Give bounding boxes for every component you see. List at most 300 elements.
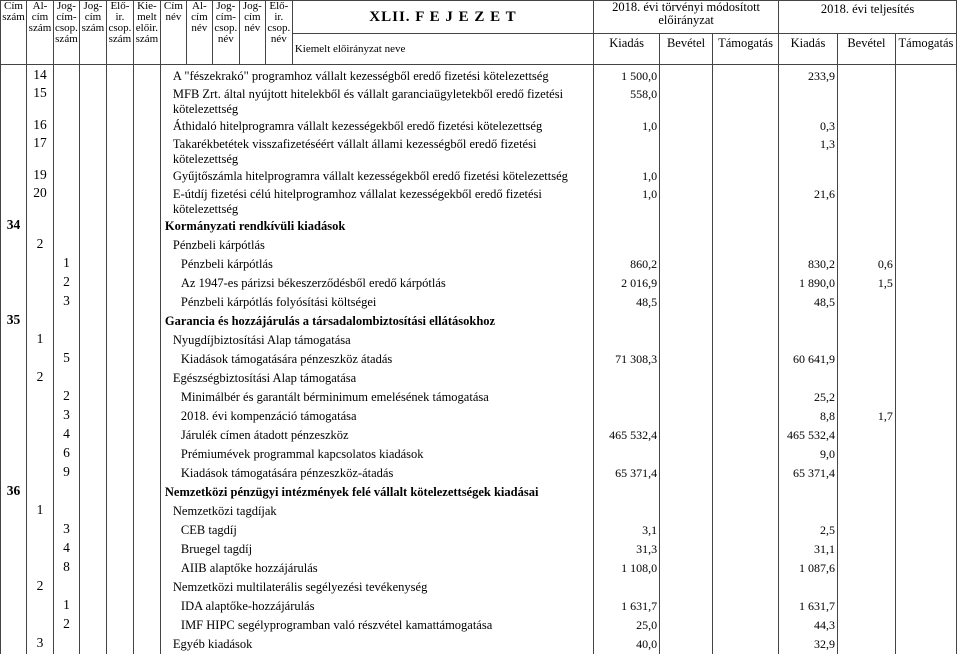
empty-code-cell (1, 369, 27, 388)
row-code: 2 (53, 274, 79, 293)
value-bevetel-1 (660, 255, 713, 274)
empty-code-cell (1, 117, 27, 135)
value-bevetel-1 (660, 445, 713, 464)
value-tamogatas-2 (895, 369, 956, 388)
empty-code-cell (1, 293, 27, 312)
value-bevetel-1 (660, 236, 713, 255)
value-tamogatas-1 (713, 597, 779, 616)
value-kiadas-2: 21,6 (779, 185, 838, 217)
value-bevetel-1 (660, 464, 713, 483)
row-name: Nemzetközi pénzügyi intézmények felé vállalt kötelezettségek kiadásai (160, 483, 593, 502)
empty-code-cell (106, 185, 133, 217)
empty-code-cell (1, 445, 27, 464)
value-tamogatas-2 (895, 236, 956, 255)
row-code: 14 (26, 67, 53, 85)
row-name: Gyűjtőszámla hitelprogramra vállalt kezességekből eredő fizetési kötelezettség (160, 167, 593, 185)
row-code: 2 (26, 236, 53, 255)
empty-code-cell (106, 67, 133, 85)
value-bevetel-2: 0,6 (837, 255, 895, 274)
empty-code-cell (106, 502, 133, 521)
value-bevetel-2 (837, 464, 895, 483)
value-bevetel-2: 1,7 (837, 407, 895, 426)
value-kiadas-1: 25,0 (594, 616, 660, 635)
row-code: 3 (53, 407, 79, 426)
value-kiadas-1 (594, 578, 660, 597)
empty-code-cell (1, 502, 27, 521)
empty-code-cell (26, 255, 53, 274)
empty-code-cell (79, 635, 106, 654)
header-bevetel-2: Bevétel (837, 34, 895, 65)
empty-code-cell (133, 407, 160, 426)
value-tamogatas-1 (713, 388, 779, 407)
value-tamogatas-1 (713, 483, 779, 502)
value-kiadas-1: 40,0 (594, 635, 660, 654)
empty-code-cell (79, 540, 106, 559)
value-kiadas-2 (779, 578, 838, 597)
value-tamogatas-1 (713, 350, 779, 369)
empty-code-cell (79, 350, 106, 369)
empty-code-cell (79, 167, 106, 185)
value-kiadas-2 (779, 167, 838, 185)
value-kiadas-1: 31,3 (594, 540, 660, 559)
value-tamogatas-1 (713, 217, 779, 236)
row-code: 35 (1, 312, 27, 331)
value-bevetel-1 (660, 369, 713, 388)
empty-code-cell (1, 407, 27, 426)
value-tamogatas-2 (895, 85, 956, 117)
table-row (1, 407, 957, 426)
empty-code-cell (106, 445, 133, 464)
value-tamogatas-1 (713, 426, 779, 445)
header-name-col: Kiemelt előirányzat neve (292, 34, 593, 65)
value-tamogatas-1 (713, 135, 779, 167)
empty-code-cell (26, 445, 53, 464)
row-name: Az 1947-es párizsi békeszerződésből eredő kárpótlás (160, 274, 593, 293)
empty-code-cell (106, 135, 133, 167)
empty-code-cell (1, 540, 27, 559)
empty-code-cell (1, 135, 27, 167)
row-name: Nemzetközi tagdíjak (160, 502, 593, 521)
row-name: A "fészekrakó" programhoz vállalt kezességből eredő fizetési kötelezettség (160, 67, 593, 85)
table-row (1, 426, 957, 445)
row-name: Pénzbeli kárpótlás (160, 236, 593, 255)
empty-code-cell (53, 635, 79, 654)
empty-code-cell (106, 350, 133, 369)
value-bevetel-1 (660, 185, 713, 217)
value-kiadas-2: 60 641,9 (779, 350, 838, 369)
value-kiadas-1: 1,0 (594, 167, 660, 185)
empty-code-cell (1, 388, 27, 407)
row-name: AIIB alaptőke hozzájárulás (160, 559, 593, 578)
row-code: 1 (26, 502, 53, 521)
row-code: 4 (53, 426, 79, 445)
value-tamogatas-2 (895, 135, 956, 167)
value-kiadas-2: 1 890,0 (779, 274, 838, 293)
table-row (1, 185, 957, 217)
empty-code-cell (53, 483, 79, 502)
value-tamogatas-1 (713, 559, 779, 578)
empty-code-cell (79, 255, 106, 274)
value-kiadas-2: 44,3 (779, 616, 838, 635)
chapter-title: XLII. F E J E Z E T (292, 1, 593, 34)
empty-code-cell (26, 388, 53, 407)
empty-code-cell (53, 236, 79, 255)
table-row (1, 85, 957, 117)
value-tamogatas-2 (895, 635, 956, 654)
value-tamogatas-2 (895, 616, 956, 635)
value-kiadas-2: 233,9 (779, 67, 838, 85)
value-bevetel-2 (837, 236, 895, 255)
empty-code-cell (1, 274, 27, 293)
header-jogcimcsop-szam: Jog-cím-csop. szám (53, 1, 79, 65)
value-kiadas-2: 1 087,6 (779, 559, 838, 578)
value-tamogatas-1 (713, 185, 779, 217)
empty-code-cell (79, 388, 106, 407)
empty-code-cell (79, 483, 106, 502)
empty-code-cell (1, 616, 27, 635)
value-bevetel-1 (660, 426, 713, 445)
value-kiadas-1 (594, 483, 660, 502)
value-kiadas-1: 48,5 (594, 293, 660, 312)
value-tamogatas-2 (895, 464, 956, 483)
value-kiadas-1 (594, 502, 660, 521)
value-kiadas-2: 8,8 (779, 407, 838, 426)
row-code: 15 (26, 85, 53, 117)
empty-code-cell (26, 293, 53, 312)
empty-code-cell (133, 388, 160, 407)
header-bevetel-1: Bevétel (660, 34, 713, 65)
value-bevetel-1 (660, 85, 713, 117)
row-name: Nyugdíjbiztosítási Alap támogatása (160, 331, 593, 350)
empty-code-cell (106, 616, 133, 635)
table-row (1, 350, 957, 369)
value-kiadas-2 (779, 369, 838, 388)
empty-code-cell (133, 217, 160, 236)
row-name: Kiadások támogatására pénzeszköz-átadás (160, 464, 593, 483)
value-bevetel-1 (660, 635, 713, 654)
value-kiadas-2: 0,3 (779, 117, 838, 135)
value-kiadas-2: 32,9 (779, 635, 838, 654)
empty-code-cell (79, 407, 106, 426)
empty-code-cell (1, 350, 27, 369)
value-bevetel-1 (660, 293, 713, 312)
empty-code-cell (53, 369, 79, 388)
row-code: 3 (26, 635, 53, 654)
value-tamogatas-2 (895, 445, 956, 464)
empty-code-cell (106, 255, 133, 274)
value-bevetel-1 (660, 502, 713, 521)
empty-code-cell (133, 350, 160, 369)
row-name: Minimálbér és garantált bérminimum emelésének támogatása (160, 388, 593, 407)
row-code: 2 (26, 578, 53, 597)
value-bevetel-2 (837, 185, 895, 217)
table-row (1, 559, 957, 578)
header-kiadas-1: Kiadás (594, 34, 660, 65)
table-row (1, 369, 957, 388)
value-kiadas-1: 1 108,0 (594, 559, 660, 578)
empty-code-cell (1, 67, 27, 85)
header-jogcim-nev: Jog-cím név (239, 1, 265, 65)
empty-code-cell (79, 578, 106, 597)
header-cim-nev: Cím név (160, 1, 186, 65)
table-row (1, 483, 957, 502)
value-bevetel-1 (660, 597, 713, 616)
value-bevetel-2 (837, 85, 895, 117)
value-kiadas-1: 65 371,4 (594, 464, 660, 483)
row-code: 16 (26, 117, 53, 135)
value-tamogatas-2 (895, 331, 956, 350)
value-tamogatas-1 (713, 369, 779, 388)
row-name: Pénzbeli kárpótlás folyósítási költségei (160, 293, 593, 312)
value-bevetel-2 (837, 578, 895, 597)
value-tamogatas-2 (895, 540, 956, 559)
value-tamogatas-2 (895, 502, 956, 521)
value-kiadas-2 (779, 312, 838, 331)
empty-code-cell (106, 293, 133, 312)
empty-code-cell (53, 217, 79, 236)
empty-code-cell (106, 578, 133, 597)
value-kiadas-2 (779, 483, 838, 502)
empty-code-cell (133, 135, 160, 167)
table-row (1, 135, 957, 167)
empty-code-cell (79, 331, 106, 350)
value-bevetel-1 (660, 407, 713, 426)
row-name: IDA alaptőke-hozzájárulás (160, 597, 593, 616)
row-code: 34 (1, 217, 27, 236)
empty-code-cell (133, 616, 160, 635)
empty-code-cell (79, 369, 106, 388)
value-kiadas-2 (779, 85, 838, 117)
value-tamogatas-1 (713, 167, 779, 185)
value-kiadas-1: 465 532,4 (594, 426, 660, 445)
value-tamogatas-2 (895, 255, 956, 274)
row-code: 2 (53, 388, 79, 407)
table-row (1, 274, 957, 293)
value-bevetel-2 (837, 293, 895, 312)
empty-code-cell (79, 312, 106, 331)
empty-code-cell (26, 540, 53, 559)
value-tamogatas-2 (895, 483, 956, 502)
value-tamogatas-1 (713, 312, 779, 331)
empty-code-cell (53, 85, 79, 117)
value-tamogatas-1 (713, 540, 779, 559)
table-row (1, 293, 957, 312)
empty-code-cell (26, 312, 53, 331)
row-code: 5 (53, 350, 79, 369)
row-code: 17 (26, 135, 53, 167)
empty-code-cell (53, 167, 79, 185)
value-bevetel-2 (837, 167, 895, 185)
row-code: 1 (53, 597, 79, 616)
value-kiadas-1: 2 016,9 (594, 274, 660, 293)
value-kiadas-2: 830,2 (779, 255, 838, 274)
value-tamogatas-1 (713, 255, 779, 274)
empty-code-cell (26, 521, 53, 540)
value-kiadas-2: 9,0 (779, 445, 838, 464)
empty-code-cell (1, 255, 27, 274)
value-kiadas-2: 2,5 (779, 521, 838, 540)
value-bevetel-2 (837, 117, 895, 135)
value-kiadas-2 (779, 502, 838, 521)
row-code: 6 (53, 445, 79, 464)
empty-code-cell (133, 559, 160, 578)
value-bevetel-1 (660, 312, 713, 331)
empty-code-cell (79, 426, 106, 445)
empty-code-cell (79, 502, 106, 521)
empty-code-cell (26, 426, 53, 445)
value-bevetel-2 (837, 521, 895, 540)
value-tamogatas-1 (713, 407, 779, 426)
value-bevetel-2 (837, 483, 895, 502)
empty-code-cell (106, 274, 133, 293)
empty-code-cell (133, 369, 160, 388)
value-bevetel-1 (660, 350, 713, 369)
empty-code-cell (133, 167, 160, 185)
empty-code-cell (79, 117, 106, 135)
value-tamogatas-1 (713, 578, 779, 597)
value-tamogatas-2 (895, 559, 956, 578)
value-bevetel-1 (660, 117, 713, 135)
header-jogcimcsop-nev: Jog-cím-csop. név (212, 1, 239, 65)
value-bevetel-2 (837, 350, 895, 369)
empty-code-cell (106, 426, 133, 445)
row-name: Kiadások támogatására pénzeszköz átadás (160, 350, 593, 369)
value-tamogatas-1 (713, 236, 779, 255)
empty-code-cell (26, 559, 53, 578)
empty-code-cell (133, 597, 160, 616)
row-code: 2 (53, 616, 79, 635)
table-row (1, 117, 957, 135)
empty-code-cell (79, 85, 106, 117)
value-tamogatas-1 (713, 67, 779, 85)
value-kiadas-2: 465 532,4 (779, 426, 838, 445)
value-kiadas-1: 860,2 (594, 255, 660, 274)
empty-code-cell (133, 85, 160, 117)
empty-code-cell (133, 426, 160, 445)
empty-code-cell (53, 135, 79, 167)
empty-code-cell (79, 597, 106, 616)
table-row (1, 464, 957, 483)
value-kiadas-2 (779, 217, 838, 236)
value-bevetel-2 (837, 445, 895, 464)
row-name: Egészségbiztosítási Alap támogatása (160, 369, 593, 388)
value-bevetel-2 (837, 135, 895, 167)
empty-code-cell (1, 426, 27, 445)
row-name: Egyéb kiadások (160, 635, 593, 654)
empty-code-cell (26, 464, 53, 483)
value-bevetel-1 (660, 521, 713, 540)
table-row (1, 167, 957, 185)
value-bevetel-1 (660, 578, 713, 597)
empty-code-cell (79, 135, 106, 167)
empty-code-cell (1, 185, 27, 217)
header-tamogatas-1: Támogatás (713, 34, 779, 65)
empty-code-cell (79, 236, 106, 255)
row-code: 8 (53, 559, 79, 578)
value-bevetel-1 (660, 331, 713, 350)
empty-code-cell (106, 85, 133, 117)
empty-code-cell (106, 597, 133, 616)
empty-code-cell (53, 117, 79, 135)
row-code: 1 (53, 255, 79, 274)
empty-code-cell (106, 559, 133, 578)
empty-code-cell (1, 559, 27, 578)
empty-code-cell (53, 67, 79, 85)
value-tamogatas-2 (895, 578, 956, 597)
row-code: 3 (53, 293, 79, 312)
empty-code-cell (1, 167, 27, 185)
header-cim-szam: Cím szám (1, 1, 27, 65)
value-tamogatas-2 (895, 521, 956, 540)
value-kiadas-1 (594, 217, 660, 236)
table-row (1, 521, 957, 540)
value-tamogatas-1 (713, 331, 779, 350)
empty-code-cell (53, 578, 79, 597)
table-row (1, 635, 957, 654)
value-kiadas-1 (594, 312, 660, 331)
value-kiadas-2: 48,5 (779, 293, 838, 312)
value-kiadas-1: 1 631,7 (594, 597, 660, 616)
row-code: 19 (26, 167, 53, 185)
empty-code-cell (133, 67, 160, 85)
empty-code-cell (106, 635, 133, 654)
value-kiadas-1: 1,0 (594, 117, 660, 135)
empty-code-cell (133, 185, 160, 217)
empty-code-cell (79, 67, 106, 85)
empty-code-cell (1, 236, 27, 255)
value-tamogatas-1 (713, 521, 779, 540)
value-kiadas-1 (594, 369, 660, 388)
value-tamogatas-2 (895, 388, 956, 407)
empty-code-cell (106, 464, 133, 483)
row-name: Bruegel tagdíj (160, 540, 593, 559)
empty-code-cell (26, 217, 53, 236)
empty-code-cell (106, 331, 133, 350)
row-name: Kormányzati rendkívüli kiadások (160, 217, 593, 236)
empty-code-cell (79, 616, 106, 635)
value-kiadas-1: 1,0 (594, 185, 660, 217)
row-code: 4 (53, 540, 79, 559)
row-name: Prémiumévek programmal kapcsolatos kiadások (160, 445, 593, 464)
value-bevetel-1 (660, 217, 713, 236)
empty-code-cell (26, 350, 53, 369)
empty-code-cell (53, 312, 79, 331)
value-kiadas-1: 558,0 (594, 85, 660, 117)
value-bevetel-1 (660, 67, 713, 85)
value-tamogatas-1 (713, 274, 779, 293)
empty-code-cell (133, 521, 160, 540)
row-name: Áthidaló hitelprogramra vállalt kezességekből eredő fizetési kötelezettség (160, 117, 593, 135)
empty-code-cell (106, 483, 133, 502)
empty-code-cell (26, 483, 53, 502)
value-bevetel-1 (660, 559, 713, 578)
empty-code-cell (133, 483, 160, 502)
empty-code-cell (133, 331, 160, 350)
empty-code-cell (79, 217, 106, 236)
empty-code-cell (133, 274, 160, 293)
value-bevetel-2 (837, 388, 895, 407)
row-name: E-útdíj fizetési célú hitelprogramhoz vállalat kezességekből eredő fizetési kötelezettség (160, 185, 593, 217)
value-tamogatas-2 (895, 217, 956, 236)
value-tamogatas-2 (895, 350, 956, 369)
empty-code-cell (106, 167, 133, 185)
header-eloircsop-szam: Elő-ir. csop. szám (106, 1, 133, 65)
value-tamogatas-1 (713, 85, 779, 117)
value-tamogatas-1 (713, 502, 779, 521)
value-kiadas-1: 1 500,0 (594, 67, 660, 85)
empty-code-cell (133, 255, 160, 274)
row-name: CEB tagdíj (160, 521, 593, 540)
